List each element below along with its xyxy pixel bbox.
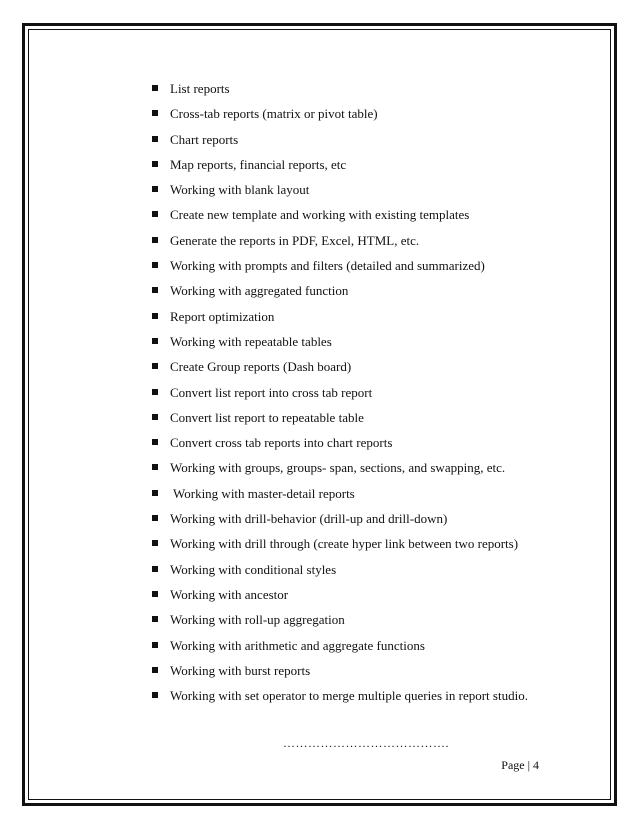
list-item-text: Working with drill through (create hyper link between two reports) <box>170 536 519 552</box>
list-item <box>152 457 572 482</box>
list-item <box>152 407 572 432</box>
list-item <box>152 432 572 457</box>
square-bullet-icon <box>152 237 158 243</box>
square-bullet-icon <box>152 591 158 597</box>
square-bullet-icon <box>152 161 158 167</box>
list-item <box>152 356 572 381</box>
square-bullet-icon <box>152 389 158 395</box>
list-item-text: Convert cross tab reports into chart reports <box>170 435 393 451</box>
square-bullet-icon <box>152 211 158 217</box>
square-bullet-icon <box>152 414 158 420</box>
list-item-text: Generate the reports in PDF, Excel, HTML, etc. <box>170 232 420 248</box>
square-bullet-icon <box>152 490 158 496</box>
list-item-text: Working with drill-behavior (drill-up and drill-down) <box>170 511 448 527</box>
list-item <box>152 483 572 508</box>
list-item <box>152 154 572 179</box>
square-bullet-icon <box>152 110 158 116</box>
bullet-list <box>152 78 572 706</box>
list-item <box>152 129 572 154</box>
list-item-text: Create Group reports (Dash board) <box>170 359 352 375</box>
list-item <box>152 331 572 356</box>
dotted-separator: …………………………………. <box>283 736 449 750</box>
list-item <box>152 179 572 204</box>
list-item <box>152 204 572 229</box>
square-bullet-icon <box>152 363 158 369</box>
list-item-text: Convert list report to repeatable table <box>170 409 364 425</box>
list-item-text: Working with blank layout <box>170 182 310 198</box>
list-item-text: Convert list report into cross tab report <box>170 384 373 400</box>
list-item-text: Cross-tab reports (matrix or pivot table) <box>170 106 378 122</box>
list-item-text: Working with arithmetic and aggregate functions <box>170 637 425 653</box>
square-bullet-icon <box>152 313 158 319</box>
list-item-text: Report optimization <box>170 308 275 324</box>
list-item-text: Working with prompts and filters (detailed and summarized) <box>170 258 485 274</box>
list-item-text: Map reports, financial reports, etc <box>170 156 347 172</box>
list-item <box>152 635 572 660</box>
list-item <box>152 559 572 584</box>
square-bullet-icon <box>152 439 158 445</box>
square-bullet-icon <box>152 616 158 622</box>
list-item <box>152 255 572 280</box>
square-bullet-icon <box>152 262 158 268</box>
square-bullet-icon <box>152 566 158 572</box>
square-bullet-icon <box>152 515 158 521</box>
list-item-text: Working with roll-up aggregation <box>170 612 345 628</box>
list-item-text: Chart reports <box>170 131 239 147</box>
list-item <box>152 508 572 533</box>
square-bullet-icon <box>152 464 158 470</box>
square-bullet-icon <box>152 85 158 91</box>
list-item <box>152 78 572 103</box>
list-item <box>152 230 572 255</box>
list-item-text: Working with ancestor <box>170 586 289 602</box>
list-item-text: Working with conditional styles <box>170 561 337 577</box>
list-item <box>152 609 572 634</box>
square-bullet-icon <box>152 692 158 698</box>
list-item-text: Working with burst reports <box>170 662 311 678</box>
list-item-text: List reports <box>170 81 230 96</box>
square-bullet-icon <box>152 287 158 293</box>
list-item <box>152 382 572 407</box>
square-bullet-icon <box>152 540 158 546</box>
list-item-text: Working with repeatable tables <box>170 333 332 349</box>
list-item <box>152 306 572 331</box>
list-item <box>152 533 572 558</box>
square-bullet-icon <box>152 136 158 142</box>
list-item <box>152 280 572 305</box>
list-item <box>152 660 572 685</box>
list-item-text: Create new template and working with existing templates <box>170 207 470 223</box>
list-item-text: Working with aggregated function <box>170 283 349 299</box>
list-item-text: Working with groups, groups- span, sections, and swapping, etc. <box>170 460 506 476</box>
list-item-text: Working with set operator to merge multiple queries in report studio. <box>170 688 528 704</box>
list-item <box>152 103 572 128</box>
list-item <box>152 584 572 609</box>
list-item <box>152 685 570 706</box>
square-bullet-icon <box>152 338 158 344</box>
square-bullet-icon <box>152 667 158 673</box>
page-number: Page | 4 <box>501 758 539 772</box>
list-item-text: Working with master-detail reports <box>170 485 355 501</box>
square-bullet-icon <box>152 642 158 648</box>
square-bullet-icon <box>152 186 158 192</box>
